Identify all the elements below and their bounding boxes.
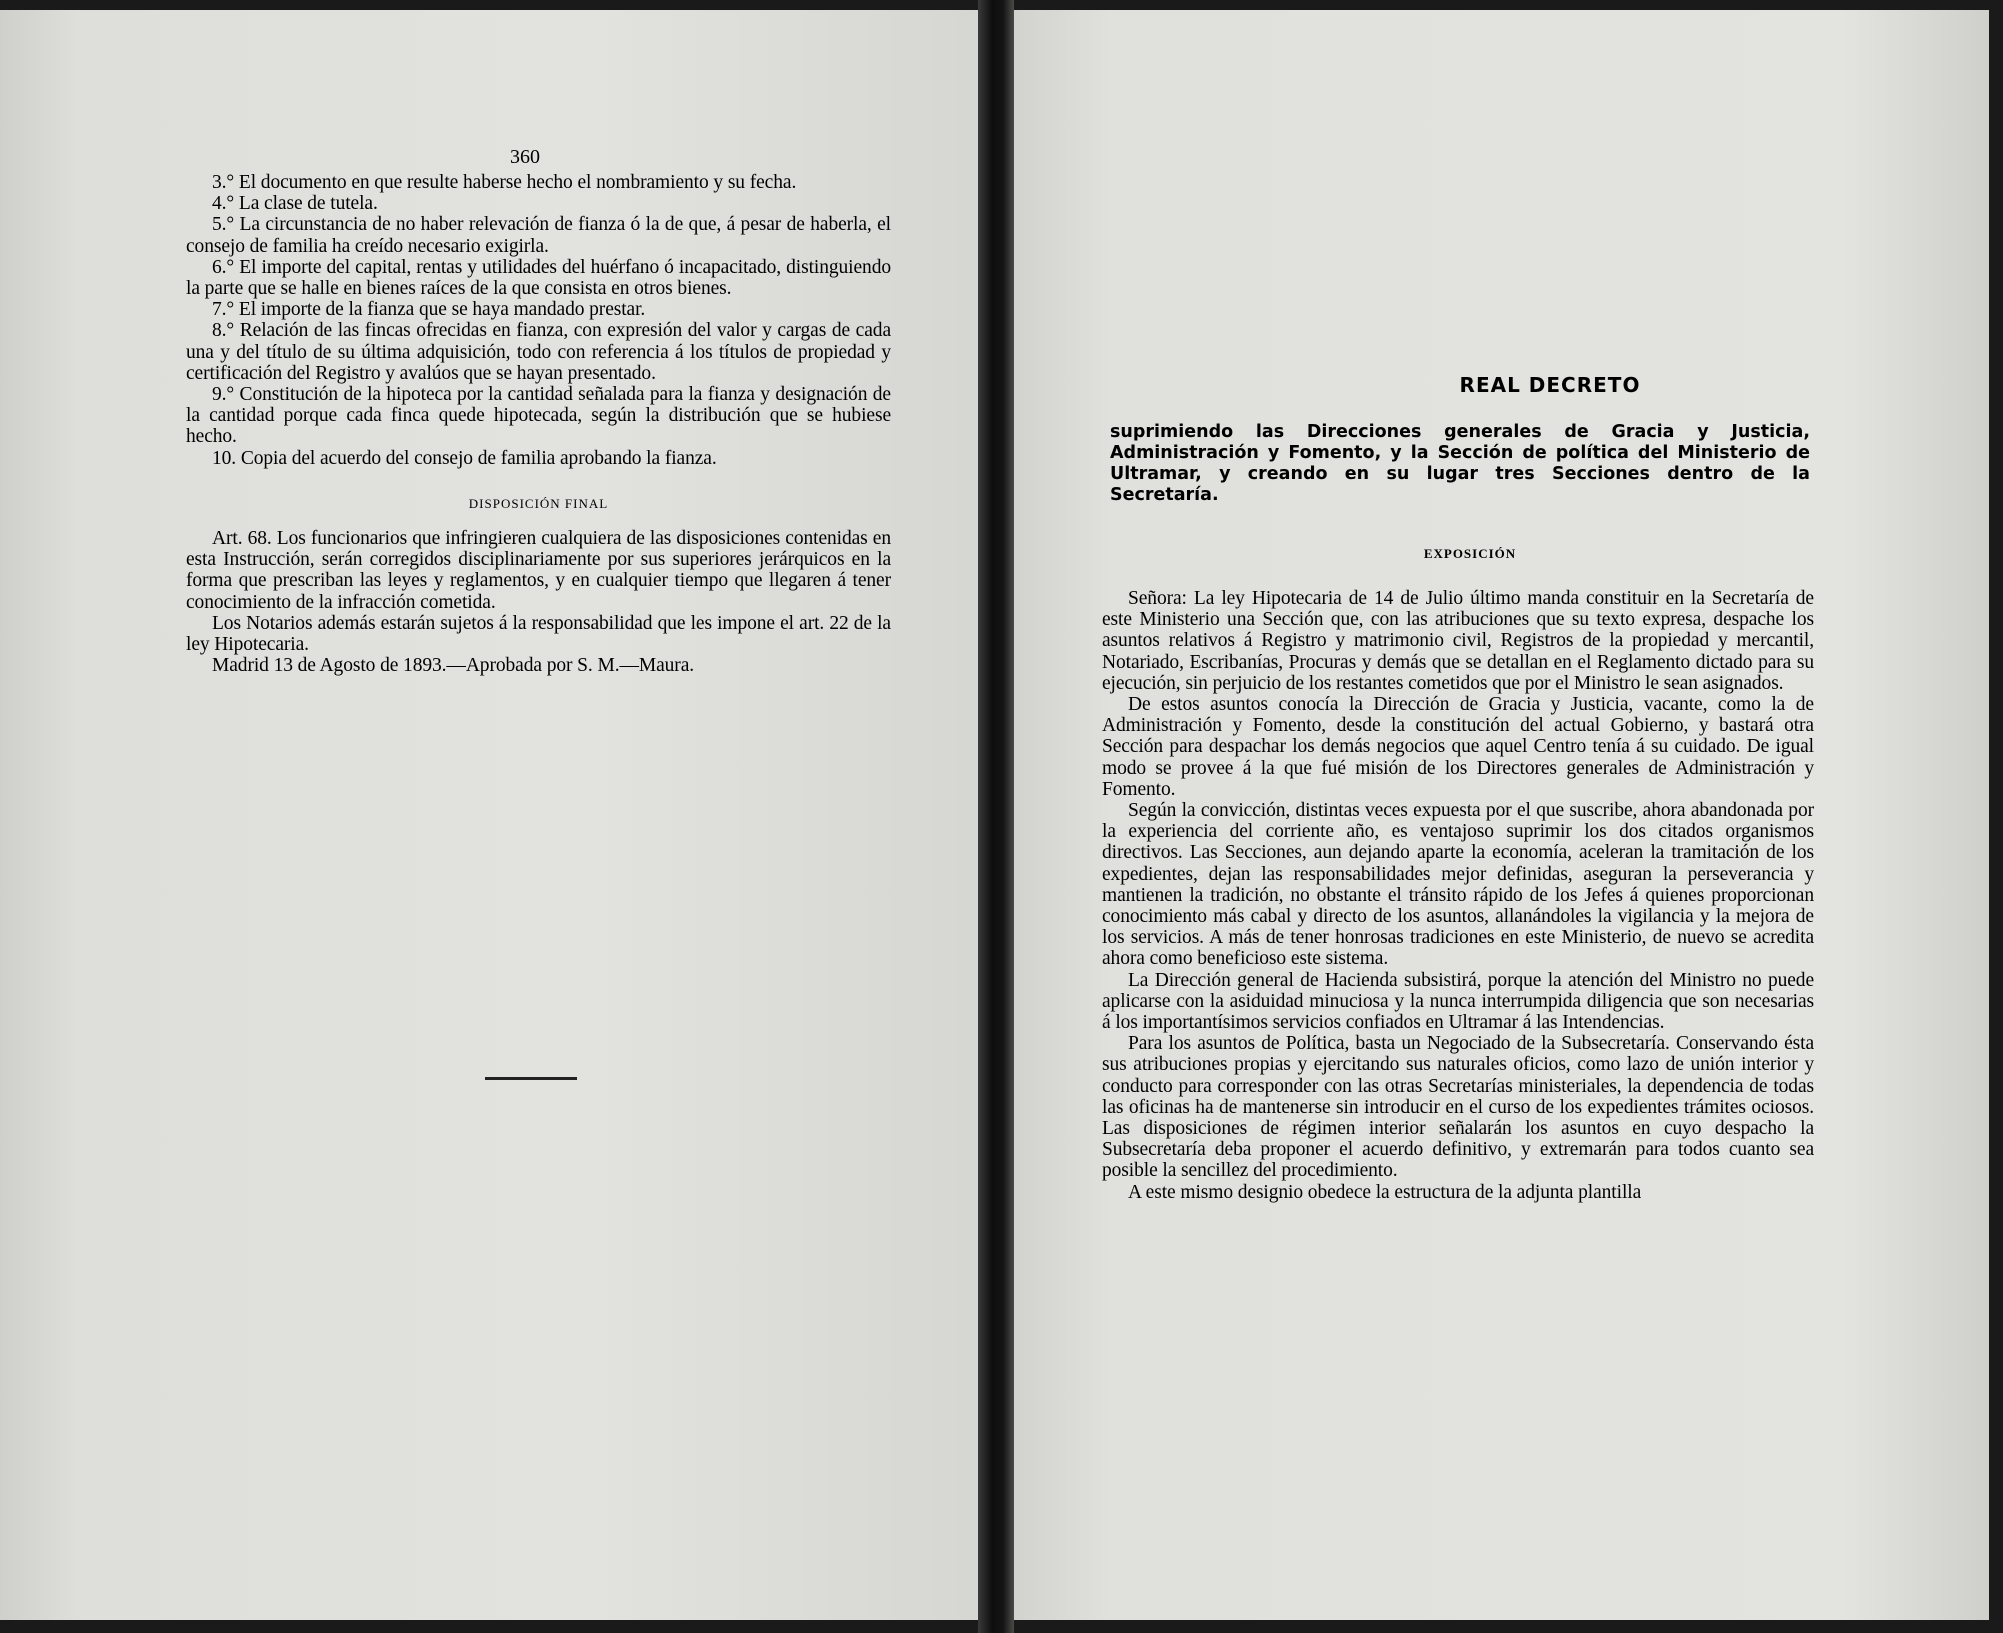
paragraph: Señora: La ley Hipotecaria de 14 de Julio último manda constituir en la Secretaría de este Ministerio una Sección que, con las atribuciones que su texto expresa, despache los asuntos relativos á Registro y matrimonio civil, Registros de la propiedad y mercantil, Notariado, Escribanías, Procuras y demás que se detallan en el Reglamento dictado para su ejecución, sin perjuicio de los restantes cometidos que por el Ministro le sean asignados. — [1102, 588, 1814, 694]
list-item: 4.° La clase de tutela. — [212, 193, 378, 215]
list-item: 5.° La circunstancia de no haber relevación de fianza ó la de que, á pesar de haberla, el consejo de familia ha creído necesario exigirla. — [186, 214, 891, 257]
list-item: 3.° El documento en que resulte haberse hecho el nombramiento y su fecha. — [212, 172, 797, 193]
paragraph: De estos asuntos conocía la Dirección de Gracia y Justicia, vacante, como la de Administración y Fomento, desde la constitución del actual Gobierno, y bastará otra Sección para despachar los demás negocios que aquel Centro tenía á su cuidado. De igual modo se provee á la que fué misión de los Directores generales de Administración y Fomento. — [1102, 694, 1814, 800]
article-68: Art. 68. Los funcionarios que infringieren cualquiera de las disposiciones contenidas en esta Instrucción, serán corregidos disciplinariamente por sus superiores jerárquicos en la forma que prescriban las leyes y reglamentos, y en cualquier tiempo que llegaren á tener conocimiento de la infracción cometida. — [186, 528, 891, 613]
list-item: 8.° Relación de las fincas ofrecidas en fianza, con expresión del valor y cargas de cada una y del título de su última adquisición, todo con referencia á los títulos de propiedad y certificación del Registro y avalúos que se hayan presentado. — [186, 320, 891, 384]
left-text-column — [186, 172, 891, 676]
paragraph: Para los asuntos de Política, basta un Negociado de la Subsecretaría. Conservando ésta sus atribuciones propias y ejercitando sus naturales oficios, como lazo de unión interior y conducto para corresponder con las otras Secretarías ministeriales, la dependencia de todas las oficinas ha de mantenerse sin introducir en el curso de los expedientes trámites ociosos. Las disposiciones de régimen interior señalarán los asuntos en cuyo despacho la Subsecretaría deba proponer el acuerdo definitivo, y extremarán para todos cuanto sea posible la sencillez del procedimiento. — [1102, 1033, 1814, 1182]
paragraph: Según la convicción, distintas veces expuesta por el que suscribe, ahora abandonada por la experiencia del corriente año, es ventajoso suprimir los dos citados organismos directivos. Las Secciones, aun dejando aparte la economía, aceleran la tramitación de los expedientes, dejan las responsabilidades mejor definidas, aseguran la perseverancia y mantienen la tradición, no obstante el tránsito rápido de los Jefes á quienes proporcionan conocimiento más cabal y directo de los asuntos, allanándoles la vigilancia y la mejora de los servicios. A más de tener honrosas tradiciones en este Ministerio, de nuevo se acredita ahora como beneficioso este sistema. — [1102, 800, 1814, 970]
notarios-paragraph: Los Notarios además estarán sujetos á la responsabilidad que les impone el art. 22 de la ley Hipotecaria. — [186, 612, 891, 656]
page-number: 360 — [510, 146, 540, 168]
paragraph: La Dirección general de Hacienda subsistirá, porque la atención del Ministro no puede aplicarse con la asiduidad minuciosa y la nunca interrumpida diligencia que son necesarias á los importantísimos servicios confiados en Ultramar á las Intendencias. — [1102, 969, 1814, 1034]
decree-title: REAL DECRETO — [1459, 373, 1641, 397]
decree-subtitle: suprimiendo las Direcciones generales de Gracia y Justicia, Administración y Fomento, y la Sección de política del Ministerio de Ultramar, y creando en su lugar tres Secciones dentro de la Secretaría. — [1110, 422, 1810, 505]
list-item: 10. Copia del acuerdo del consejo de familia aprobando la fianza. — [212, 447, 717, 469]
list-item: 9.° Constitución de la hipoteca por la cantidad señalada para la fianza y designación de la cantidad porque cada finca quede hipotecada, según la distribución que se hubiese hecho. — [186, 384, 891, 448]
list-item: 6.° El importe del capital, rentas y utilidades del huérfano ó incapacitado, distinguiendo la parte que se halle en bienes raíces de la que consista en otros bienes. — [186, 256, 891, 300]
signature-line: Madrid 13 de Agosto de 1893.—Aprobada por S. M.—Maura. — [212, 655, 695, 677]
right-text-column — [1102, 588, 1814, 1203]
section-divider — [485, 1077, 577, 1080]
exposicion-heading: EXPOSICIÓN — [1423, 546, 1517, 561]
book-gutter — [978, 0, 1014, 1633]
paragraph: A este mismo designio obedece la estructura de la adjunta plantilla — [1128, 1181, 1642, 1203]
list-item: 7.° El importe de la fianza que se haya mandado prestar. — [212, 299, 646, 321]
final-disposition-heading: DISPOSICIÓN FINAL — [468, 495, 609, 511]
